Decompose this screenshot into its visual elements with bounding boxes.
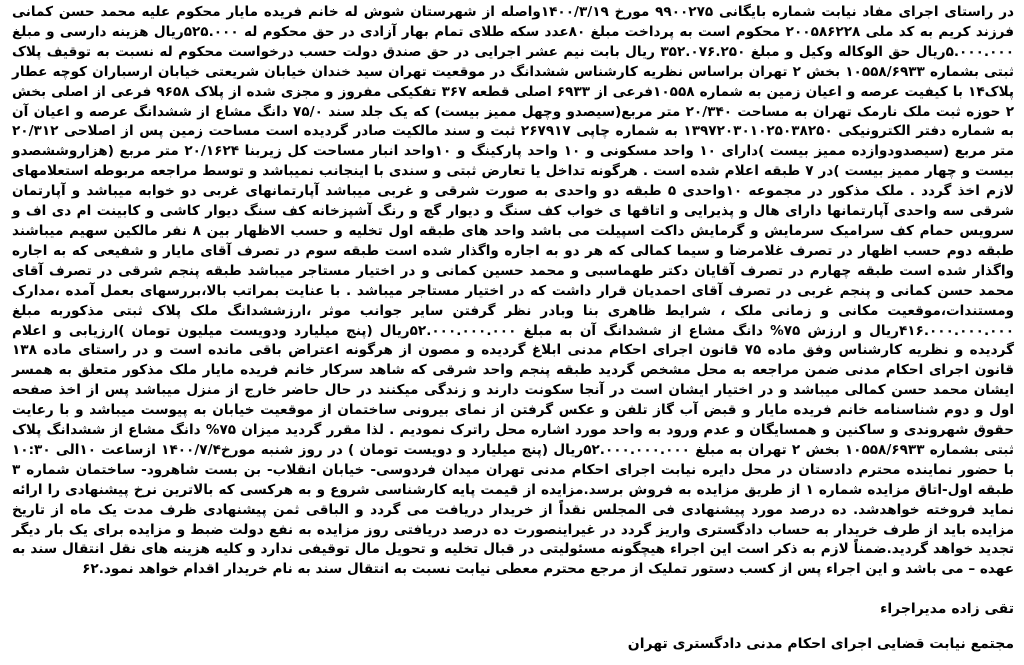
- notice-body-text: در راستای اجرای مفاد نیابت شماره بایگانی ۹۹۰۰۲۷۵ مورخ ۱۴۰۰/۳/۱۹واصله از شهرستان شوش له خانم فریده مایار محکوم علیه محمد حسن کمانی فرزند کریم به کد ملی ۲۰۰۵۸۶۲۲۸ محکوم است به پرداخت مبلغ ۸۰عدد سکه طلای تمام بهار آزادی در حق محکوم له ۵۲۵.۰۰۰ریال هزینه دارسی و مبلغ ۵.۰۰۰.۰۰۰ریال حق الوکاله وکیل و مبلغ ۳۵۲.۰۷۶.۲۵۰ ریال بابت نیم عشر اجرایی در حق صندق دولت حسب درخواست محکوم له نسبت به توقیف پلاک ثبتی بشماره ۱۰۵۵۸/۶۹۳۳ بخش ۲ تهران براساس نظریه کارشناس ششدانگ در موقعیت تهران سید خندان خیابان شریعتی خیابان ارسباران کوچه عطار پلاک۱۴ با کیفیت عرصه و اعیان زمین به شماره ۱۰۵۵۸فرعی از ۶۹۳۳ اصلی قطعه ۳۶۷ تفکیکی مفروز و مجزی شده از پلاک ۹۶۵۸ فرعی از اصلی بخش ۲ حوزه ثبت ملک نارمک تهران به مساحت ۲۰/۳۴۰ متر مربع(سیصدو وچهل ممیز بیست) که یک جلد سند ۷۵/۰ دانگ مشاع از ششدانگ عرصه و اعیان آن به شماره دفتر الکترونیکی ۱۳۹۷۲۰۳۰۱۰۲۵۰۳۸۲۵۰ به شماره چاپی ۲۶۷۹۱۷ ثبت و سند مالکیت صادر گردیده است مساحت زمین پس از اصلاحی ۲۰/۳۱۲ متر مربع (سیصدودوازده ممیز بیست )دارای ۱۰ واحد مسکونی و ۱۰ واحد پارکینگ و ۱۰واحد انبار مساحت کل زیربنا ۲۰/۱۶۲۴ متر مربع (هزاروششصدو بیست و چهار ممیز بیست )در ۷ طبقه اعلام شده است . هرگونه تداخل یا تعارض ثبتی و سندی با اینجانب نمیباشد و توسط مراجعه مربوطه استعلامهای لازم اخذ گردد . ملک مذکور در مجموعه ۱۰واحدی ۵ طبقه دو واحدی به صورت شرقی و غربی میباشد آپارتمانهای غربی دو خوابه میباشد و آپارتمان شرقی سه واحدی آپارتمانها دارای هال و پذیرایی و اتاقها ی خواب کف سنگ و دیوار گچ و رنگ آشپزخانه کف سنگ دیوار کاشی و کابینت ام دی اف و سرویس حمام کف سرامیک سرمایش و گرمایش داکت اسپیلت می باشد واحد های طبقه اول تخلیه و حسب الاظهار بین ۸ نفر مالکین سهیم میباشند طبقه دوم حسب اظهار در تصرف غلامرضا و سیما کمالی که هر دو به اجاره واگذار شده است طبقه سوم در تصرف آقای مایار و شفیعی که به اجاره واگذار شده است طبقه چهارم در تصرف آقایان دکتر طهماسبی و محمد حسین کمانی و در اختیار مستاجر میباشد طبقه پنجم شرقی در تصرف آقای محمد حسن کمانی و پنجم غربی در تصرف آقای احمدیان قرار داشت که در اختیار مستاجر میباشد . با عنایت بمراتب بالا،بررسهای بعمل آمده ،مدارک ومستندات،موقعیت مکانی و زمانی ملک ، شرایط ظاهری بنا وبادر نظر گرفتن سایر جوانب موثر ،ارزششدانگ ملک پلاک ثبتی مذکوربه مبلغ ۴۱۶.۰۰۰.۰۰۰.۰۰۰ریال و ارزش ۷۵% دانگ مشاع از ششدانگ آن به مبلغ ۵۲.۰۰۰.۰۰۰.۰۰۰ریال (پنج میلیارد ودویست میلیون تومان )ارزیابی و اعلام گردیده و نظریه کارشناس وفق ماده ۷۵ قانون اجرای احکام مدنی ابلاغ گردیده و مصون از هرگونه اعتراض باقی مانده است و در راستای ماده ۱۳۸ قانون اجرای احکام مدنی ضمن مراجعه به محل مشخص گردید طبقه پنجم واحد شرقی که شاهد سرکار خانم فریده مایار ملک مذکور متعلق به همسر ایشان محمد حسن کمالی میباشد و در اختیار ایشان است در آنجا سکونت دارند و زندگی میکنند در حال حاضر خارج از منزل میباشد پس از اخذ صفحه اول و دوم شناسنامه خانم فریده مایار و قبض آب گاز تلفن و عکس گرفتن از نمای بیرونی ساختمان از موقعیت خیابان به پیوست میباشد و با رعایت حقوق شهروندی و ساکنین و همسایگان و عدم ورود به واحد مورد اشاره محل راترک نمودیم . لذا مقرر گردید میزان ۷۵% دانگ مشاع از ششدانگ پلاک ثبتی بشماره ۱۰۵۵۸/۶۹۳۳ بخش ۲ تهران به مبلغ ۵۲.۰۰۰.۰۰۰.۰۰۰ریال (پنج میلیارد و دویست تومان ) در روز شنبه مورخ۱۴۰۰/۷/۴ ازساعت ۱۰الی ۱۰:۳۰ با حضور نماینده محترم دادستان در محل دایره نیابت اجرای احکام مدنی تهران میدان فردوسی- خیابان انقلاب- بن بست شاهرود- ساختمان شماره ۳ طبقه اول-اتاق مزایده شماره ۱ از طریق مزایده به فروش برسد.مزایده از قیمت پایه کارشناسی شروع و به هرکسی که بالاترین نرخ پیشنهادی را ارائه نماید فروخته خواهدشد. ده درصد مورد پیشنهادی فی المجلس نقداً از خریدار دریافت می گردد و الباقی ثمن پیشنهادی ظرف مدت یک ماه از تاریخ مزایده باید از طرف خریدار به حساب دادگستری واریز گردد در غیراینصورت ده درصد دریافتی روز مزایده به نفع دولت ضبط و مزایده برای یک بار دیگر تجدید خواهد گردید.ضمناً لازم به ذکر است این اجراء هیچگونه مسئولیتی در قبال تخلیه و تحویل مال توقیفی ندارد و کلیه هزینه های نقل انتقال سند به عهده – می باشد و این اجراء پس از کسب دستور تملیک از مرجع محترم معطی نیابت نسبت به انتقال سند به نام خریدار اقدام خواهد نمود.۶۲: [12, 4, 1015, 578]
- signer-name: تقی زاده مدیراجراء: [880, 601, 1014, 618]
- issuing-office: مجتمع نیابت قضایی اجرای احکام مدنی دادگستری تهران: [627, 636, 1014, 653]
